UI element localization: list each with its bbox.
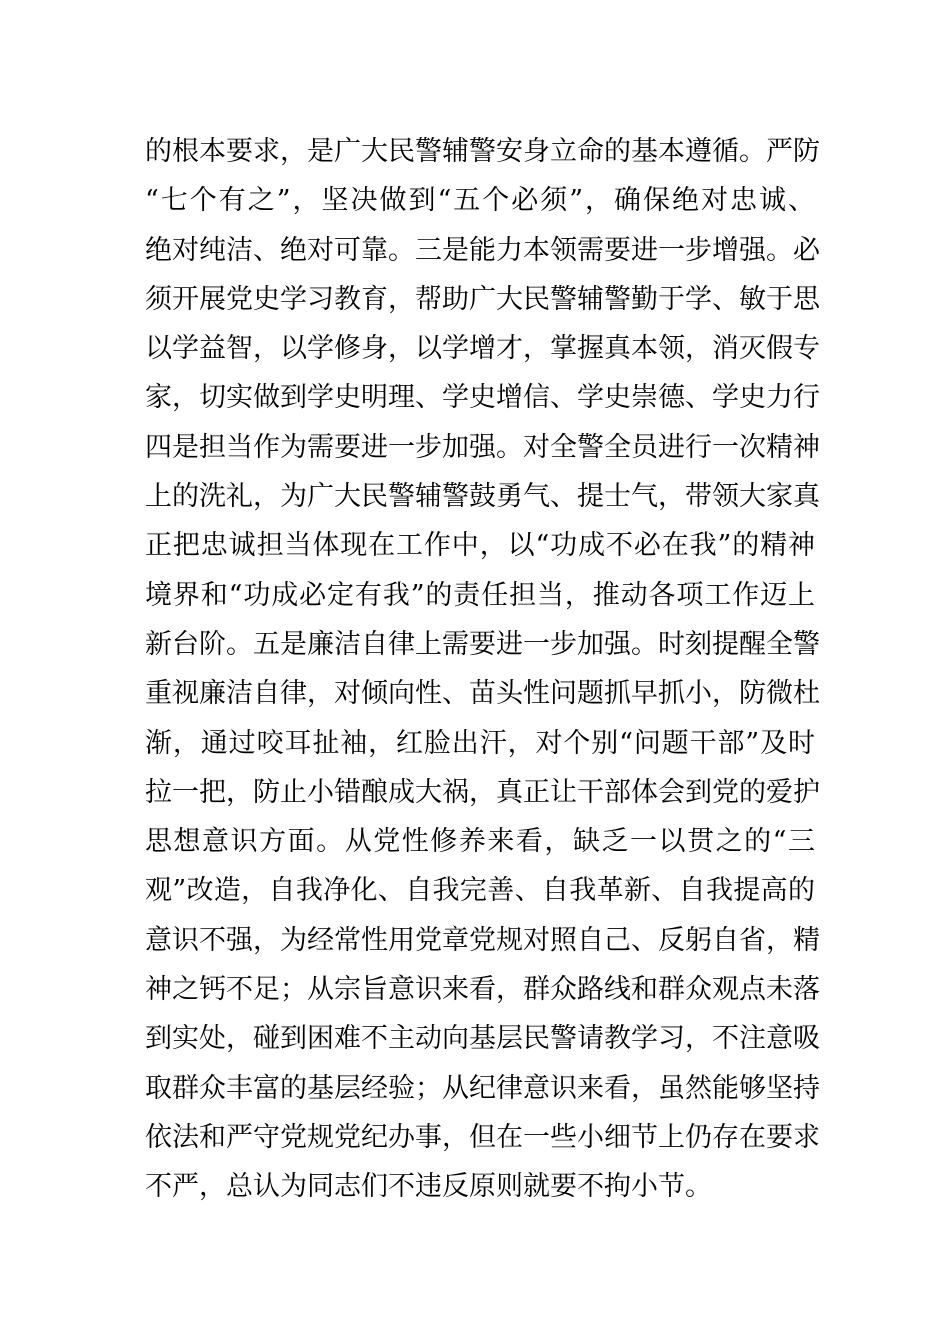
text-line: 神之钙不足；从宗旨意识来看，群众路线和群众观点未落 xyxy=(145,974,820,1006)
text-line: 绝对纯洁、绝对可靠。三是能力本领需要进一步增强。必 xyxy=(145,234,820,266)
text-line: 不严，总认为同志们不违反原则就要不拘小节。 xyxy=(145,1171,712,1203)
text-line: 重视廉洁自律，对倾向性、苗头性问题抓早抓小，防微杜 xyxy=(145,678,820,710)
text-line: 渐，通过咬耳扯袖，红脸出汗，对个别“问题干部”及时 xyxy=(145,727,815,759)
text-line: 取群众丰富的基层经验；从纪律意识来看，虽然能够坚持 xyxy=(145,1072,820,1104)
text-line: 新台阶。五是廉洁自律上需要进一步加强。时刻提醒全警 xyxy=(145,628,820,660)
text-line: 四是担当作为需要进一步加强。对全警全员进行一次精神 xyxy=(145,431,820,463)
text-line: 思想意识方面。从党性修养来看，缺乏一以贯之的“三 xyxy=(145,826,815,858)
text-line: 依法和严守党规党纪办事，但在一些小细节上仍存在要求 xyxy=(145,1121,820,1153)
text-line: 以学益智，以学修身，以学增才，掌握真本领，消灭假专 xyxy=(145,333,820,365)
text-line: 拉一把，防止小错酿成大祸，真正让干部体会到党的爱护 xyxy=(145,776,820,808)
text-line: 须开展党史学习教育，帮助广大民警辅警勤于学、敏于思 xyxy=(145,283,820,315)
text-line: 上的洗礼，为广大民警辅警鼓勇气、提士气，带领大家真 xyxy=(145,481,820,513)
text-line: 意识不强，为经常性用党章党规对照自己、反躬自省，精 xyxy=(145,924,820,956)
text-line: 家，切实做到学史明理、学史增信、学史崇德、学史力行 xyxy=(145,382,820,414)
text-line: 正把忠诚担当体现在工作中，以“功成不必在我”的精神 xyxy=(145,530,815,562)
text-line: 观”改造，自我净化、自我完善、自我革新、自我提高的 xyxy=(145,875,815,907)
text-line: 的根本要求，是广大民警辅警安身立命的基本遵循。严防 xyxy=(145,136,820,167)
text-line: “七个有之”，坚决做到“五个必须”，确保绝对忠诚、 xyxy=(145,185,815,217)
body-text xyxy=(145,127,820,1212)
text-line: 境界和“功成必定有我”的责任担当，推动各项工作迈上 xyxy=(145,579,815,611)
text-line: 到实处，碰到困难不主动向基层民警请教学习，不注意吸 xyxy=(145,1023,820,1055)
